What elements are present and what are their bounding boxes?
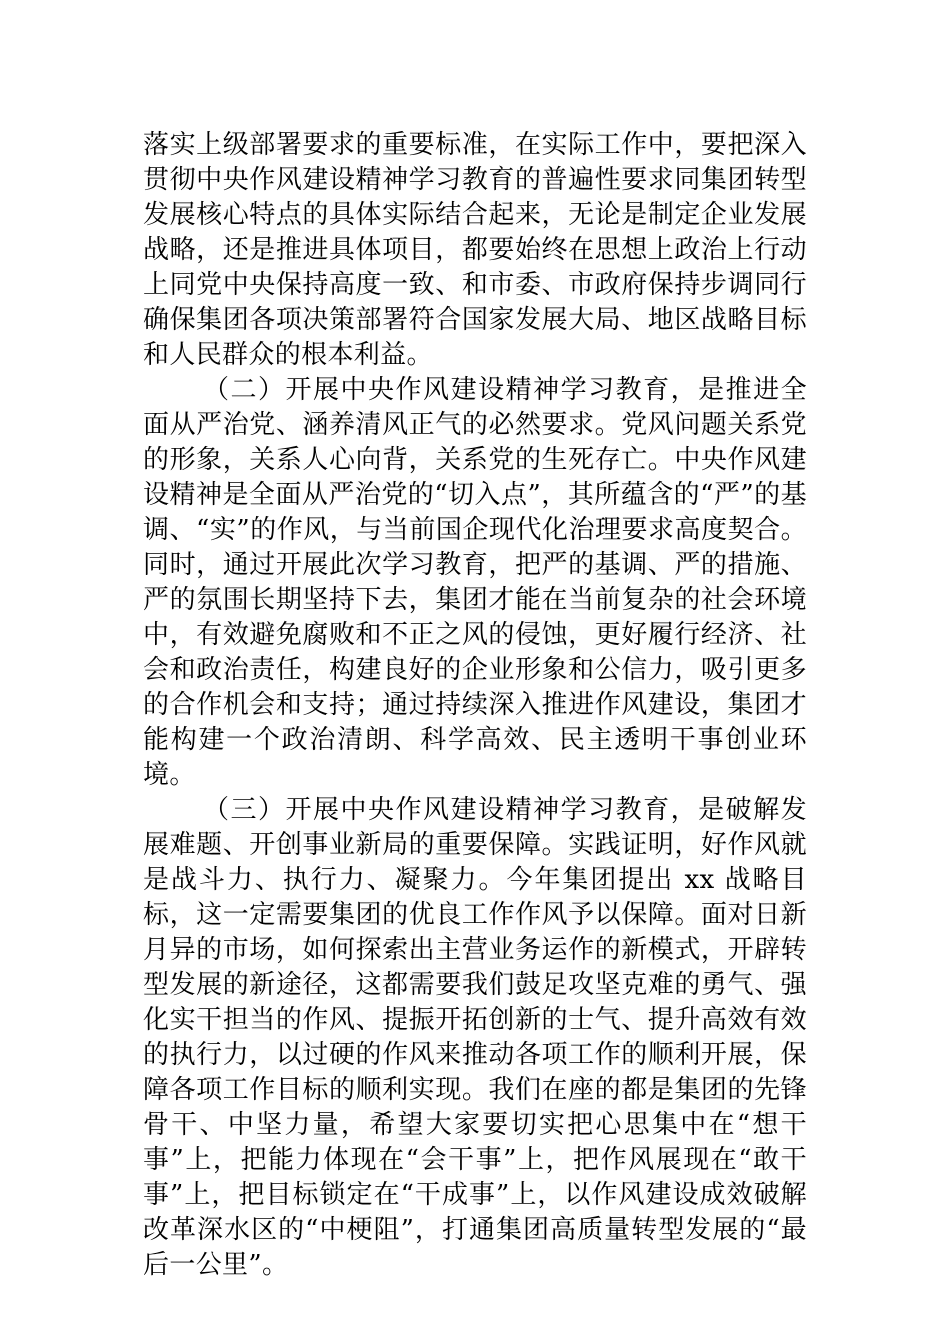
paragraph-section-three: （三）开展中央作风建设精神学习教育，是破解发展难题、开创事业新局的重要保障。实践证明，好作风就是战斗力、执行力、凝聚力。今年集团提出 xx 战略目标，这一定需要集团的优良工作作风予以保障。面对日新月异的市场，如何探索出主营业务运作的新模式，开辟转型发展的新途径，这都需要我们鼓足攻坚克难的勇气、强化实干担当的作风、提振开拓创新的士气、提升高效有效的执行力，以过硬的作风来推动各项工作的顺利开展，保障各项工作目标的顺利实现。我们在座的都是集团的先锋骨干、中坚力量，希望大家要切实把心思集中在“想干事”上，把能力体现在“会干事”上，把作风展现在“敢干事”上，把目标锁定在“干成事”上，以作风建设成效破解改革深水区的“中梗阻”，打通集团高质量转型发展的“最后一公里”。 (143, 795, 807, 1280)
paragraph-continuation: 落实上级部署要求的重要标准，在实际工作中，要把深入贯彻中央作风建设精神学习教育的普遍性要求同集团转型发展核心特点的具体实际结合起来，无论是制定企业发展战略，还是推进具体项目，都要始终在思想上政治上行动上同党中央保持高度一致、和市委、市政府保持步调同行确保集团各项决策部署符合国家发展大局、地区战略目标和人民群众的根本利益。 (143, 130, 807, 370)
body-text (143, 128, 807, 1283)
paragraph-section-two: （二）开展中央作风建设精神学习教育，是推进全面从严治党、涵养清风正气的必然要求。党风问题关系党的形象，关系人心向背，关系党的生死存亡。中央作风建设精神是全面从严治党的“切入点”，其所蕴含的“严”的基调、“实”的作风，与当前国企现代化治理要求高度契合。同时，通过开展此次学习教育，把严的基调、严的措施、严的氛围长期坚持下去，集团才能在当前复杂的社会环境中，有效避免腐败和不正之风的侵蚀，更好履行经济、社会和政治责任，构建良好的企业形象和公信力，吸引更多的合作机会和支持；通过持续深入推进作风建设，集团才能构建一个政治清朗、科学高效、民主透明干事创业环境。 (143, 375, 807, 790)
